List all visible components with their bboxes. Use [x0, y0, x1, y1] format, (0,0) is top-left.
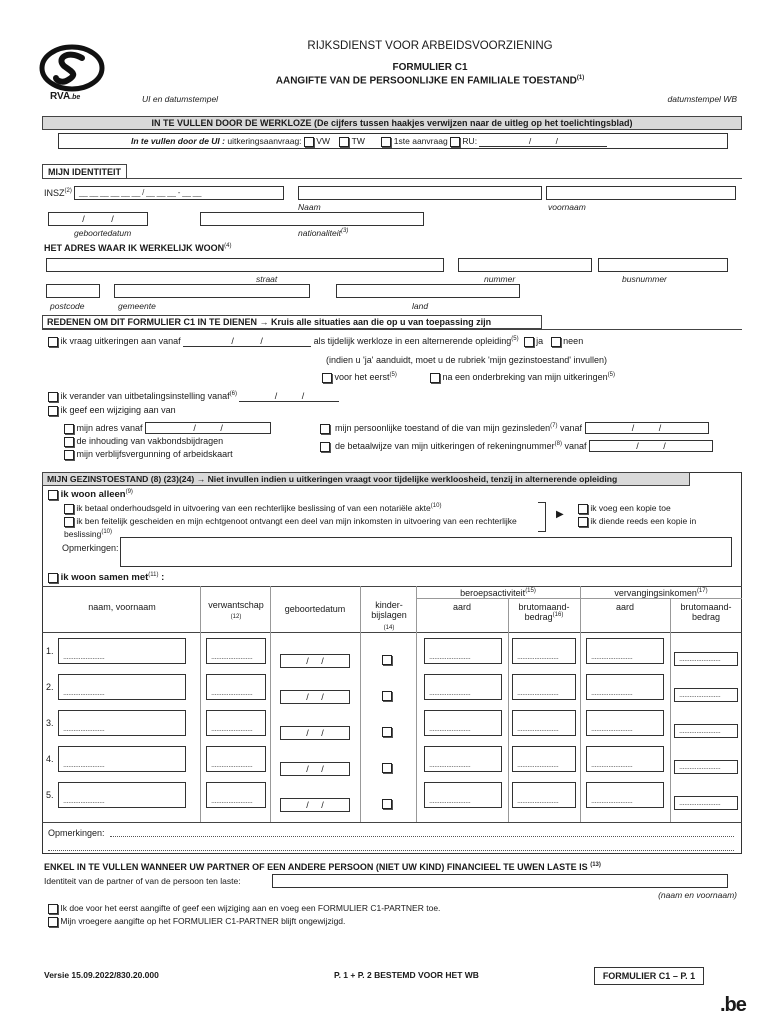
ja-checkbox[interactable]	[524, 337, 534, 347]
form-title: FORMULIER C1	[392, 62, 468, 73]
bracket	[538, 502, 546, 532]
alone-label: ik woon alleen	[60, 489, 126, 501]
family-remarks-field[interactable]	[110, 836, 734, 837]
nationality-text: nationaliteit	[298, 228, 342, 238]
family-row-number: 4.	[46, 754, 54, 764]
logo-text: RVA	[50, 91, 71, 102]
separated-checkbox[interactable]	[64, 517, 74, 527]
land-field[interactable]	[336, 284, 520, 298]
col-aard-header: aard	[452, 602, 471, 612]
col-gross-header	[508, 602, 580, 623]
after-break-label: na een onderbreking van mijn uitkeringen	[442, 372, 608, 382]
neen-label: neen	[563, 336, 584, 346]
reason-change-payer-note: (6)	[229, 391, 237, 397]
col-gross-note: (16)	[552, 612, 564, 619]
change-union-text: de inhouding van vakbondsbijdragen	[76, 436, 224, 446]
partner-title-text: ENKEL IN TE VULLEN WANNEER UW PARTNER OF EEN ANDERE PERSOON (NIET UW KIND) FINANCIEEL TE UWEN LASTE IS	[44, 862, 588, 872]
family-bar	[42, 472, 690, 486]
change-union	[64, 436, 223, 447]
reason-change-payer-date[interactable]: / /	[239, 391, 339, 402]
alimony-note: (10)	[430, 503, 442, 510]
member-name-field[interactable]	[58, 674, 186, 700]
insz-text: INSZ	[44, 188, 65, 198]
ja-label: ja	[536, 336, 544, 346]
reasons-bar	[42, 315, 542, 329]
voornaam-field[interactable]	[546, 186, 736, 200]
nationality-field[interactable]	[200, 212, 424, 226]
grp-prof-header	[416, 588, 580, 598]
first-request-checkbox[interactable]	[381, 137, 391, 147]
family-row-number: 2.	[46, 682, 54, 692]
number-field[interactable]	[458, 258, 592, 272]
alone-remarks-field[interactable]	[120, 537, 732, 567]
change-personal-date[interactable]: / /	[585, 422, 709, 434]
member-child-allowance-checkbox[interactable]	[382, 727, 392, 737]
member-name-field[interactable]	[58, 710, 186, 736]
member-child-allowance-checkbox[interactable]	[382, 655, 392, 665]
change-personal-suffix: vanaf	[560, 423, 583, 433]
form-ref-box	[594, 967, 704, 985]
after-break-note: (5)	[607, 372, 615, 378]
address-title	[44, 243, 232, 253]
partner-option-2-checkbox[interactable]	[48, 917, 58, 927]
member-birthdate-field[interactable]: / /	[280, 726, 350, 740]
change-address-text: mijn adres vanaf	[76, 423, 143, 433]
voornaam-caption: voornaam	[548, 202, 586, 212]
separated-text: ik ben feitelijk gescheiden en mijn echtgenoot ontvangt een deel van mijn inkomsten in uitvoering van een rechterlijke beslissing	[64, 516, 517, 539]
already-copy-option	[578, 516, 696, 527]
neen-checkbox[interactable]	[551, 337, 561, 347]
col-gross-text: brutomaand-bedrag	[518, 602, 570, 623]
attach-copy-option	[578, 503, 671, 514]
col-relation-text: verwantschap	[208, 600, 264, 610]
change-union-checkbox[interactable]	[64, 437, 74, 447]
tw-label: TW	[351, 136, 365, 146]
change-payment-note: (8)	[554, 441, 562, 447]
form-ref-text: FORMULIER C1 – P. 1	[602, 971, 696, 981]
partner-title-note: (13)	[590, 862, 601, 868]
change-address-date[interactable]: / /	[145, 422, 271, 434]
alone-remarks-label: Opmerkingen:	[62, 543, 119, 553]
member-prof-amount-field[interactable]	[512, 710, 576, 736]
reason-request-note: (5)	[511, 336, 519, 342]
reason-change-payer-text: ik verander van uitbetalingsinstelling vanaf	[60, 391, 230, 401]
col-relation-header	[202, 600, 270, 621]
reason-request	[48, 336, 583, 347]
family-remarks-label: Opmerkingen:	[48, 828, 105, 838]
member-repl-amount-field[interactable]	[674, 688, 738, 702]
rva-logo	[38, 44, 106, 102]
change-permit	[64, 449, 233, 460]
gemeente-caption: gemeente	[118, 301, 156, 311]
change-permit-text: mijn verblijfsvergunning of arbeidskaart	[76, 449, 233, 459]
member-name-field[interactable]	[58, 746, 186, 772]
member-child-allowance	[382, 798, 392, 809]
member-child-allowance	[382, 690, 392, 701]
member-child-allowance	[382, 726, 392, 737]
family-row-number: 3.	[46, 718, 54, 728]
together-option: ik woon samen met$^{(11)}$ :	[48, 572, 164, 583]
grp-prof-note: (15)	[525, 588, 536, 594]
reason-request-checkbox[interactable]	[48, 337, 58, 347]
member-birthdate-field[interactable]: / /	[280, 690, 350, 704]
member-repl-amount-field[interactable]	[674, 760, 738, 774]
partner-name-caption: (naam en voornaam)	[658, 890, 737, 900]
change-payment	[320, 440, 713, 452]
postcode-caption: postcode	[50, 301, 85, 311]
change-address	[64, 422, 271, 434]
col-birth-header: geboortedatum	[284, 604, 346, 614]
first-time-note: (5)	[389, 372, 397, 378]
change-personal-note: (7)	[550, 423, 558, 429]
member-child-allowance	[382, 762, 392, 773]
col-aard2-header: aard	[615, 602, 634, 612]
nationality-note: (3)	[341, 228, 349, 235]
member-repl-type-field[interactable]	[586, 638, 664, 664]
together-label: ik woon samen met	[60, 572, 149, 584]
partner-option-2	[48, 916, 345, 927]
member-repl-type-field[interactable]	[586, 674, 664, 700]
reason-change-text: ik geef een wijziging aan van	[60, 405, 176, 415]
family-row-number: 1.	[46, 646, 54, 656]
member-repl-amount-field[interactable]	[674, 652, 738, 666]
member-prof-amount-field[interactable]	[512, 746, 576, 772]
reason-change-payer	[48, 391, 339, 402]
member-child-allowance-checkbox[interactable]	[382, 691, 392, 701]
member-prof-type-field[interactable]	[424, 710, 502, 736]
together-checkbox[interactable]	[48, 573, 58, 583]
street-field[interactable]	[46, 258, 444, 272]
intro-bar	[42, 116, 742, 130]
insz-field[interactable]	[74, 186, 284, 200]
alimony-option	[64, 503, 441, 514]
box-number-field[interactable]	[598, 258, 728, 272]
member-repl-type-field[interactable]	[586, 782, 664, 808]
member-relation-field[interactable]	[206, 638, 266, 664]
member-relation-field[interactable]	[206, 674, 266, 700]
first-time-checkbox[interactable]	[322, 373, 332, 383]
together-note: (11)	[148, 572, 159, 578]
member-child-allowance-checkbox[interactable]	[382, 799, 392, 809]
partner-identity-label: Identiteit van de partner of van de persoon ten laste:	[44, 876, 241, 886]
member-repl-amount-field[interactable]	[674, 724, 738, 738]
member-repl-type-field[interactable]	[586, 746, 664, 772]
change-payment-suffix: vanaf	[564, 441, 587, 451]
partner-option-1-text: Ik doe voor het eerst aangifte of geef een wijziging aan en voeg een FORMULIER C1-PARTNER toe.	[60, 903, 441, 913]
member-repl-type-field[interactable]	[586, 710, 664, 736]
grp-repl-header	[580, 588, 742, 598]
form-subtitle	[0, 75, 770, 86]
reason-change	[48, 405, 176, 416]
member-relation-field[interactable]	[206, 782, 266, 808]
member-prof-amount-field[interactable]	[512, 638, 576, 664]
partner-option-1-checkbox[interactable]	[48, 904, 58, 914]
col-child-header	[362, 600, 416, 632]
reason-request-text: ik vraag uitkeringen aan vanaf	[60, 336, 181, 346]
member-prof-type-field[interactable]	[424, 782, 502, 808]
change-personal-text: mijn persoonlijke toestand of die van mijn gezinsleden	[335, 423, 551, 433]
reason-change-checkbox[interactable]	[48, 406, 58, 416]
col-name-header: naam, voornaam	[88, 602, 156, 612]
arrow-right-icon: ▶	[556, 509, 564, 520]
change-personal-checkbox[interactable]	[320, 424, 330, 434]
tw-checkbox[interactable]	[339, 137, 349, 147]
after-break-option	[430, 372, 615, 383]
partner-option-1	[48, 903, 440, 914]
birthdate-mask: / /	[82, 214, 114, 224]
land-caption: land	[412, 301, 429, 311]
col-child-text: kinder-bijslagen	[371, 600, 407, 621]
already-copy-text: ik diende reeds een kopie in	[590, 516, 697, 526]
ui-stamp-label: UI en datumstempel	[142, 94, 219, 104]
member-child-allowance	[382, 654, 392, 665]
agency-name: RIJKSDIENST VOOR ARBEIDSVOORZIENING	[307, 40, 553, 52]
change-payment-text: de betaalwijze van mijn uitkeringen of rekeningnummer	[335, 441, 555, 451]
birthdate-caption: geboortedatum	[74, 228, 132, 238]
reason-request-suffix: als tijdelijk werkloze in een alternerende opleiding	[313, 336, 512, 346]
col-gross2-header: brutomaand-bedrag	[680, 602, 732, 623]
after-break-checkbox[interactable]	[430, 373, 440, 383]
version-label: Versie 15.09.2022/830.20.000	[44, 970, 159, 980]
gemeente-field[interactable]	[114, 284, 310, 298]
member-birthdate-field[interactable]: / /	[280, 762, 350, 776]
naam-field[interactable]	[298, 186, 542, 200]
ui-label: In te vullen door de UI :	[131, 136, 225, 146]
attach-copy-checkbox[interactable]	[578, 504, 588, 514]
member-birthdate-field[interactable]: / /	[280, 798, 350, 812]
number-caption: nummer	[484, 274, 516, 284]
member-prof-type-field[interactable]	[424, 638, 502, 664]
reason-change-payer-checkbox[interactable]	[48, 392, 58, 402]
vw-checkbox[interactable]	[304, 137, 314, 147]
form-subtitle-text: AANGIFTE VAN DE PERSOONLIJKE EN FAMILIALE TOESTAND	[275, 75, 577, 87]
member-relation-field[interactable]	[206, 710, 266, 736]
alimony-checkbox[interactable]	[64, 504, 74, 514]
box-number-caption: busnummer	[622, 274, 667, 284]
first-time-label: voor het eerst	[334, 372, 390, 382]
insz-mask: __ __ __ __ __ __ / __ __ __ - __ __	[79, 188, 202, 197]
brand-be: .be	[720, 994, 746, 1016]
insz-label	[44, 188, 72, 198]
member-relation-field[interactable]	[206, 746, 266, 772]
family-remarks-field-2[interactable]	[48, 850, 734, 851]
change-payment-date[interactable]: / /	[589, 440, 713, 452]
first-time-option	[322, 372, 397, 383]
intro-bar-text: IN TE VULLEN DOOR DE WERKLOZE (De cijfers tussen haakjes verwijzen naar de uitleg op het toelichtingsblad)	[151, 118, 633, 128]
change-payment-checkbox[interactable]	[320, 442, 330, 452]
alone-note: (9)	[125, 489, 133, 495]
address-note: (4)	[224, 243, 232, 249]
reason-request-date[interactable]: / /	[183, 336, 311, 347]
identity-tab: MIJN IDENTITEIT	[42, 164, 127, 179]
member-prof-amount-field[interactable]	[512, 782, 576, 808]
insz-note: (2)	[64, 188, 72, 194]
ru-checkbox[interactable]	[450, 137, 460, 147]
alimony-text: ik betaal onderhoudsgeld in uitvoering van een rechterlijke beslissing of van een notariële akte	[76, 503, 431, 513]
nationality-caption	[298, 228, 348, 238]
grp-repl-text: vervangingsinkomen	[614, 588, 697, 598]
member-repl-amount-field[interactable]	[674, 796, 738, 810]
member-name-field[interactable]	[58, 638, 186, 664]
reasons-bar-text: REDENEN OM DIT FORMULIER C1 IN TE DIENEN → Kruis alle situaties aan die op u van toepassing zijn	[47, 317, 492, 327]
wb-stamp-label: datumstempel WB	[667, 94, 737, 104]
ru-date-field[interactable]: / /	[479, 136, 607, 147]
postcode-field[interactable]	[46, 284, 100, 298]
change-personal	[320, 422, 709, 434]
request-type-label: uitkeringsaanvraag:	[227, 136, 302, 146]
member-prof-amount-field[interactable]	[512, 674, 576, 700]
grp-repl-note: (17)	[696, 588, 708, 594]
logo-suffix: .be	[70, 94, 81, 101]
ui-request-box	[58, 133, 728, 149]
vw-label: VW	[316, 136, 330, 146]
address-title-text: HET ADRES WAAR IK WERKELIJK WOON	[44, 243, 225, 253]
member-child-allowance-checkbox[interactable]	[382, 763, 392, 773]
col-relation-note: (12)	[230, 614, 242, 621]
partner-identity-field[interactable]	[272, 874, 728, 888]
member-birthdate-field[interactable]: / /	[280, 654, 350, 668]
member-prof-type-field[interactable]	[424, 674, 502, 700]
family-bar-text: MIJN GEZINSTOESTAND (8) (23)(24) → Niet invullen indien u uitkeringen vraagt voor tijdelijke werkloosheid, tenzij in alternerende opleiding	[47, 474, 618, 484]
attach-copy-text: ik voeg een kopie toe	[590, 503, 671, 513]
alone-option	[48, 489, 133, 500]
naam-caption: Naam	[298, 202, 321, 212]
col-child-note: (14)	[383, 624, 395, 631]
change-address-checkbox[interactable]	[64, 424, 74, 434]
grp-prof-text: beroepsactiviteit	[460, 588, 526, 598]
alone-checkbox[interactable]	[48, 490, 58, 500]
family-row-number: 5.	[46, 790, 54, 800]
street-caption: straat	[256, 274, 278, 284]
birthdate-field[interactable]	[48, 212, 148, 226]
partner-option-2-text: Mijn vroegere aangifte op het FORMULIER C1-PARTNER blijft ongewijzigd.	[60, 916, 346, 926]
change-permit-checkbox[interactable]	[64, 450, 74, 460]
reason-hint: (indien u 'ja' aanduidt, moet u de rubriek 'mijn gezinstoestand' invullen)	[326, 355, 608, 365]
separated-note: (10)	[101, 529, 112, 535]
partner-title	[44, 862, 601, 872]
member-name-field[interactable]	[58, 782, 186, 808]
member-prof-type-field[interactable]	[424, 746, 502, 772]
first-request-label: 1ste aanvraag	[393, 136, 448, 146]
already-copy-checkbox[interactable]	[578, 517, 588, 527]
pages-label: P. 1 + P. 2 BESTEMD VOOR HET WB	[334, 970, 479, 980]
ru-label: RU:	[462, 136, 478, 146]
form-subtitle-note: (1)	[576, 75, 585, 81]
